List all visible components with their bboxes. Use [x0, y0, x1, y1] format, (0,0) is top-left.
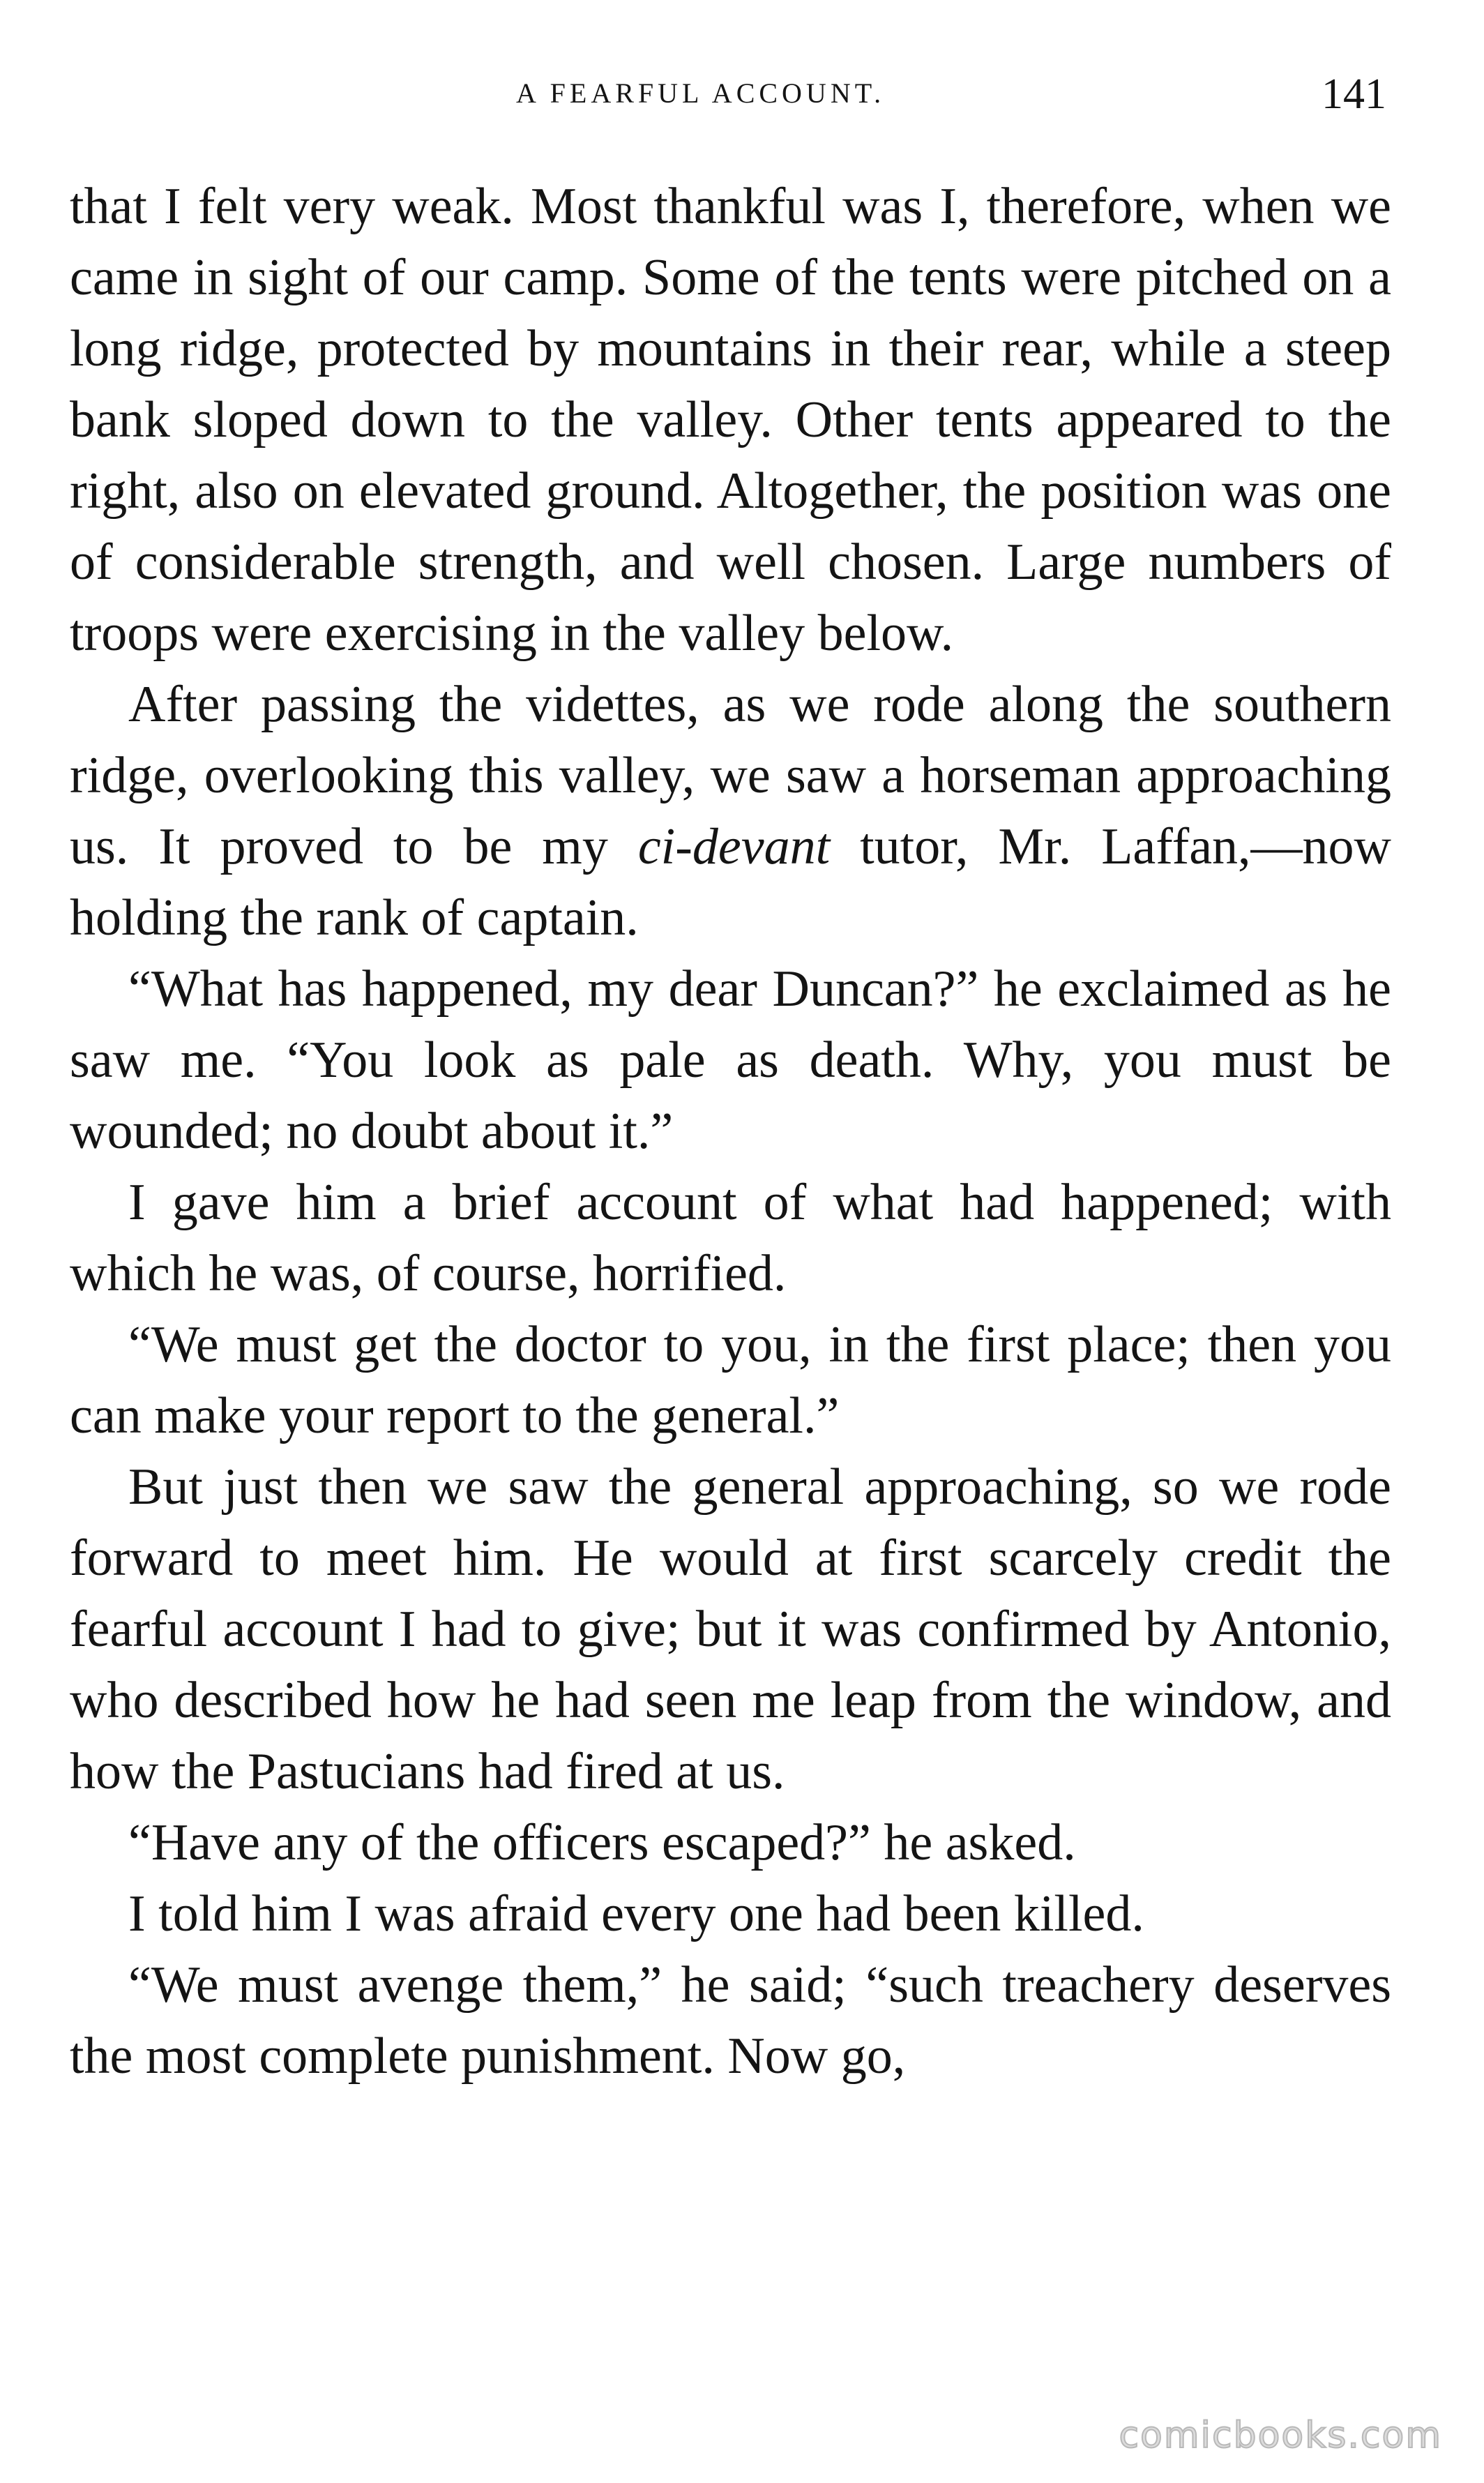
watermark: comicbooks.com — [1119, 2415, 1442, 2456]
paragraph-2-text-a: After passing the videttes, as we rode along the southern ridge, overlooking this valley, we saw a horseman approaching us. It proved to be my — [70, 676, 1391, 875]
running-title: A FEARFUL ACCOUNT. — [516, 77, 886, 109]
paragraph-8: I told him I was afraid every one had been killed. — [128, 1885, 1144, 1942]
page-number: 141 — [1322, 70, 1386, 118]
body-text — [70, 171, 1391, 2092]
paragraph-3: “What has happened, my dear Duncan?” he exclaimed as he saw me. “You look as pale as death. Why, you must be wounded; no doubt about it.” — [70, 960, 1391, 1160]
paragraph-7: “Have any of the officers escaped?” he asked. — [128, 1814, 1076, 1871]
running-head — [0, 70, 1484, 133]
paragraph-2-text-b: tutor, Mr. Laffan,—now holding the rank of captain. — [70, 818, 1391, 946]
paragraph-9: “We must avenge them,” he said; “such treachery deserves the most complete punishment. Now go, — [70, 1956, 1391, 2085]
paragraph-5: “We must get the doctor to you, in the first place; then you can make your report to the general.” — [70, 1316, 1391, 1444]
paragraph-4: I gave him a brief account of what had happened; with which he was, of course, horrified. — [70, 1174, 1391, 1302]
italic-term: ci-devant — [637, 818, 831, 875]
paragraph-2 — [70, 669, 1391, 953]
paragraph-6: But just then we saw the general approaching, so we rode forward to meet him. He would at first scarcely credit the fearful account I had to give; but it was confirmed by Antonio, who described how he had seen me leap from the window, and how the Pastucians had fired at us. — [70, 1458, 1391, 1800]
paragraph-1: that I felt very weak. Most thankful was I, therefore, when we came in sight of our camp. Some of the tents were pitched on a long ridge, protected by mountains in their rear, while a steep bank sloped down to the valley. Other tents appeared to the right, also on elevated ground. Altogether, the position was one of considerable strength, and well chosen. Large numbers of troops were exercising in the valley below. — [70, 178, 1391, 662]
